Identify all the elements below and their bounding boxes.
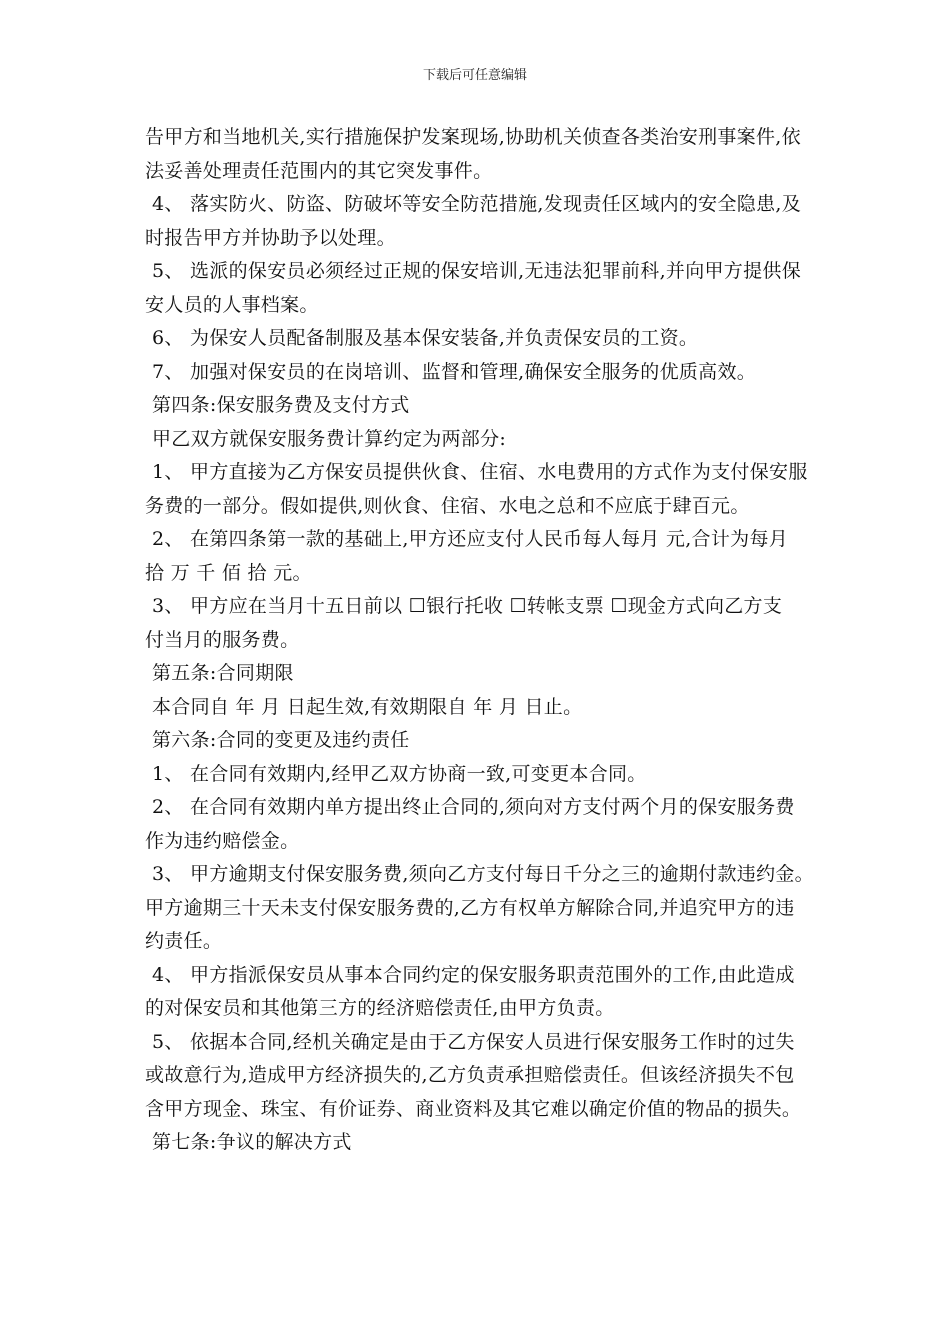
text-line: 或故意行为,造成甲方经济损失的,乙方负责承担赔偿责任。但该经济损失不包: [145, 1064, 795, 1086]
list-item: 5、 选派的保安员必须经过正规的保安培训,无违法犯罪前科,并向甲方提供保: [152, 260, 802, 282]
text-line: 甲乙双方就保安服务费计算约定为两部分:: [152, 427, 507, 450]
text-line: 作为违约赔偿金。: [145, 829, 300, 852]
text-line: 务费的一部分。假如提供,则伙食、住宿、水电之总和不应底于肆百元。: [145, 494, 750, 517]
list-item: 5、 依据本合同,经机关确定是由于乙方保安人员进行保安服务工作时的过失: [152, 1030, 795, 1053]
list-item: 7、 加强对保安员的在岗培训、监督和管理,确保安全服务的优质高效。: [152, 360, 757, 383]
text-line: 告甲方和当地机关,实行措施保护发案现场,协助机关侦查各类治安刑事案件,依: [145, 126, 801, 148]
section-heading: 第五条:合同期限: [152, 662, 294, 684]
text-line: 法妥善处理责任范围内的其它突发事件。: [145, 159, 493, 182]
list-item: 1、 甲方直接为乙方保安员提供伙食、住宿、水电费用的方式作为支付保安服: [152, 461, 808, 483]
section-heading: 第六条:合同的变更及违约责任: [152, 729, 410, 751]
document-body: [145, 122, 814, 1161]
text-line: 安人员的人事档案。: [145, 293, 319, 316]
list-item: 3、 甲方逾期支付保安服务费,须向乙方支付每日千分之三的逾期付款违约金。: [152, 863, 814, 885]
list-item: 4、 甲方指派保安员从事本合同约定的保安服务职责范围外的工作,由此造成: [152, 963, 795, 986]
page-header: 下载后可任意编辑: [422, 68, 527, 83]
section-heading: 第四条:保安服务费及支付方式: [152, 394, 410, 416]
text-line: 甲方逾期三十天未支付保安服务费的,乙方有权单方解除合同,并追究甲方的违: [145, 896, 795, 919]
list-item: 6、 为保安人员配备制服及基本保安装备,并负责保安员的工资。: [152, 327, 699, 349]
list-item: 2、 在合同有效期内单方提出终止合同的,须向对方支付两个月的保安服务费: [152, 796, 795, 818]
section-heading: 第七条:争议的解决方式: [152, 1131, 352, 1153]
text-line: 拾 万 千 佰 拾 元。: [145, 561, 312, 584]
text-line: 付当月的服务费。: [145, 628, 300, 651]
text-line: 约责任。: [145, 930, 223, 952]
text-line: 含甲方现金、珠宝、有价证券、商业资料及其它难以确定价值的物品的损失。: [145, 1097, 802, 1120]
list-item: 4、 落实防火、防盗、防破坏等安全防范措施,发现责任区域内的安全隐患,及: [152, 193, 802, 215]
list-item: 3、 甲方应在当月十五日前以 ☐银行托收 ☐转帐支票 ☐现金方式向乙方支: [152, 595, 783, 617]
text-line: 时报告甲方并协助予以处理。: [145, 226, 396, 249]
text-line: 本合同自 年 月 日起生效,有效期限自 年 月 日止。: [152, 695, 583, 718]
list-item: 2、 在第四条第一款的基础上,甲方还应支付人民币每人每月 元,合计为每月: [152, 528, 789, 550]
text-line: 的对保安员和其他第三方的经济赔偿责任,由甲方负责。: [145, 997, 615, 1019]
list-item: 1、 在合同有效期内,经甲乙双方协商一致,可变更本合同。: [152, 762, 647, 785]
